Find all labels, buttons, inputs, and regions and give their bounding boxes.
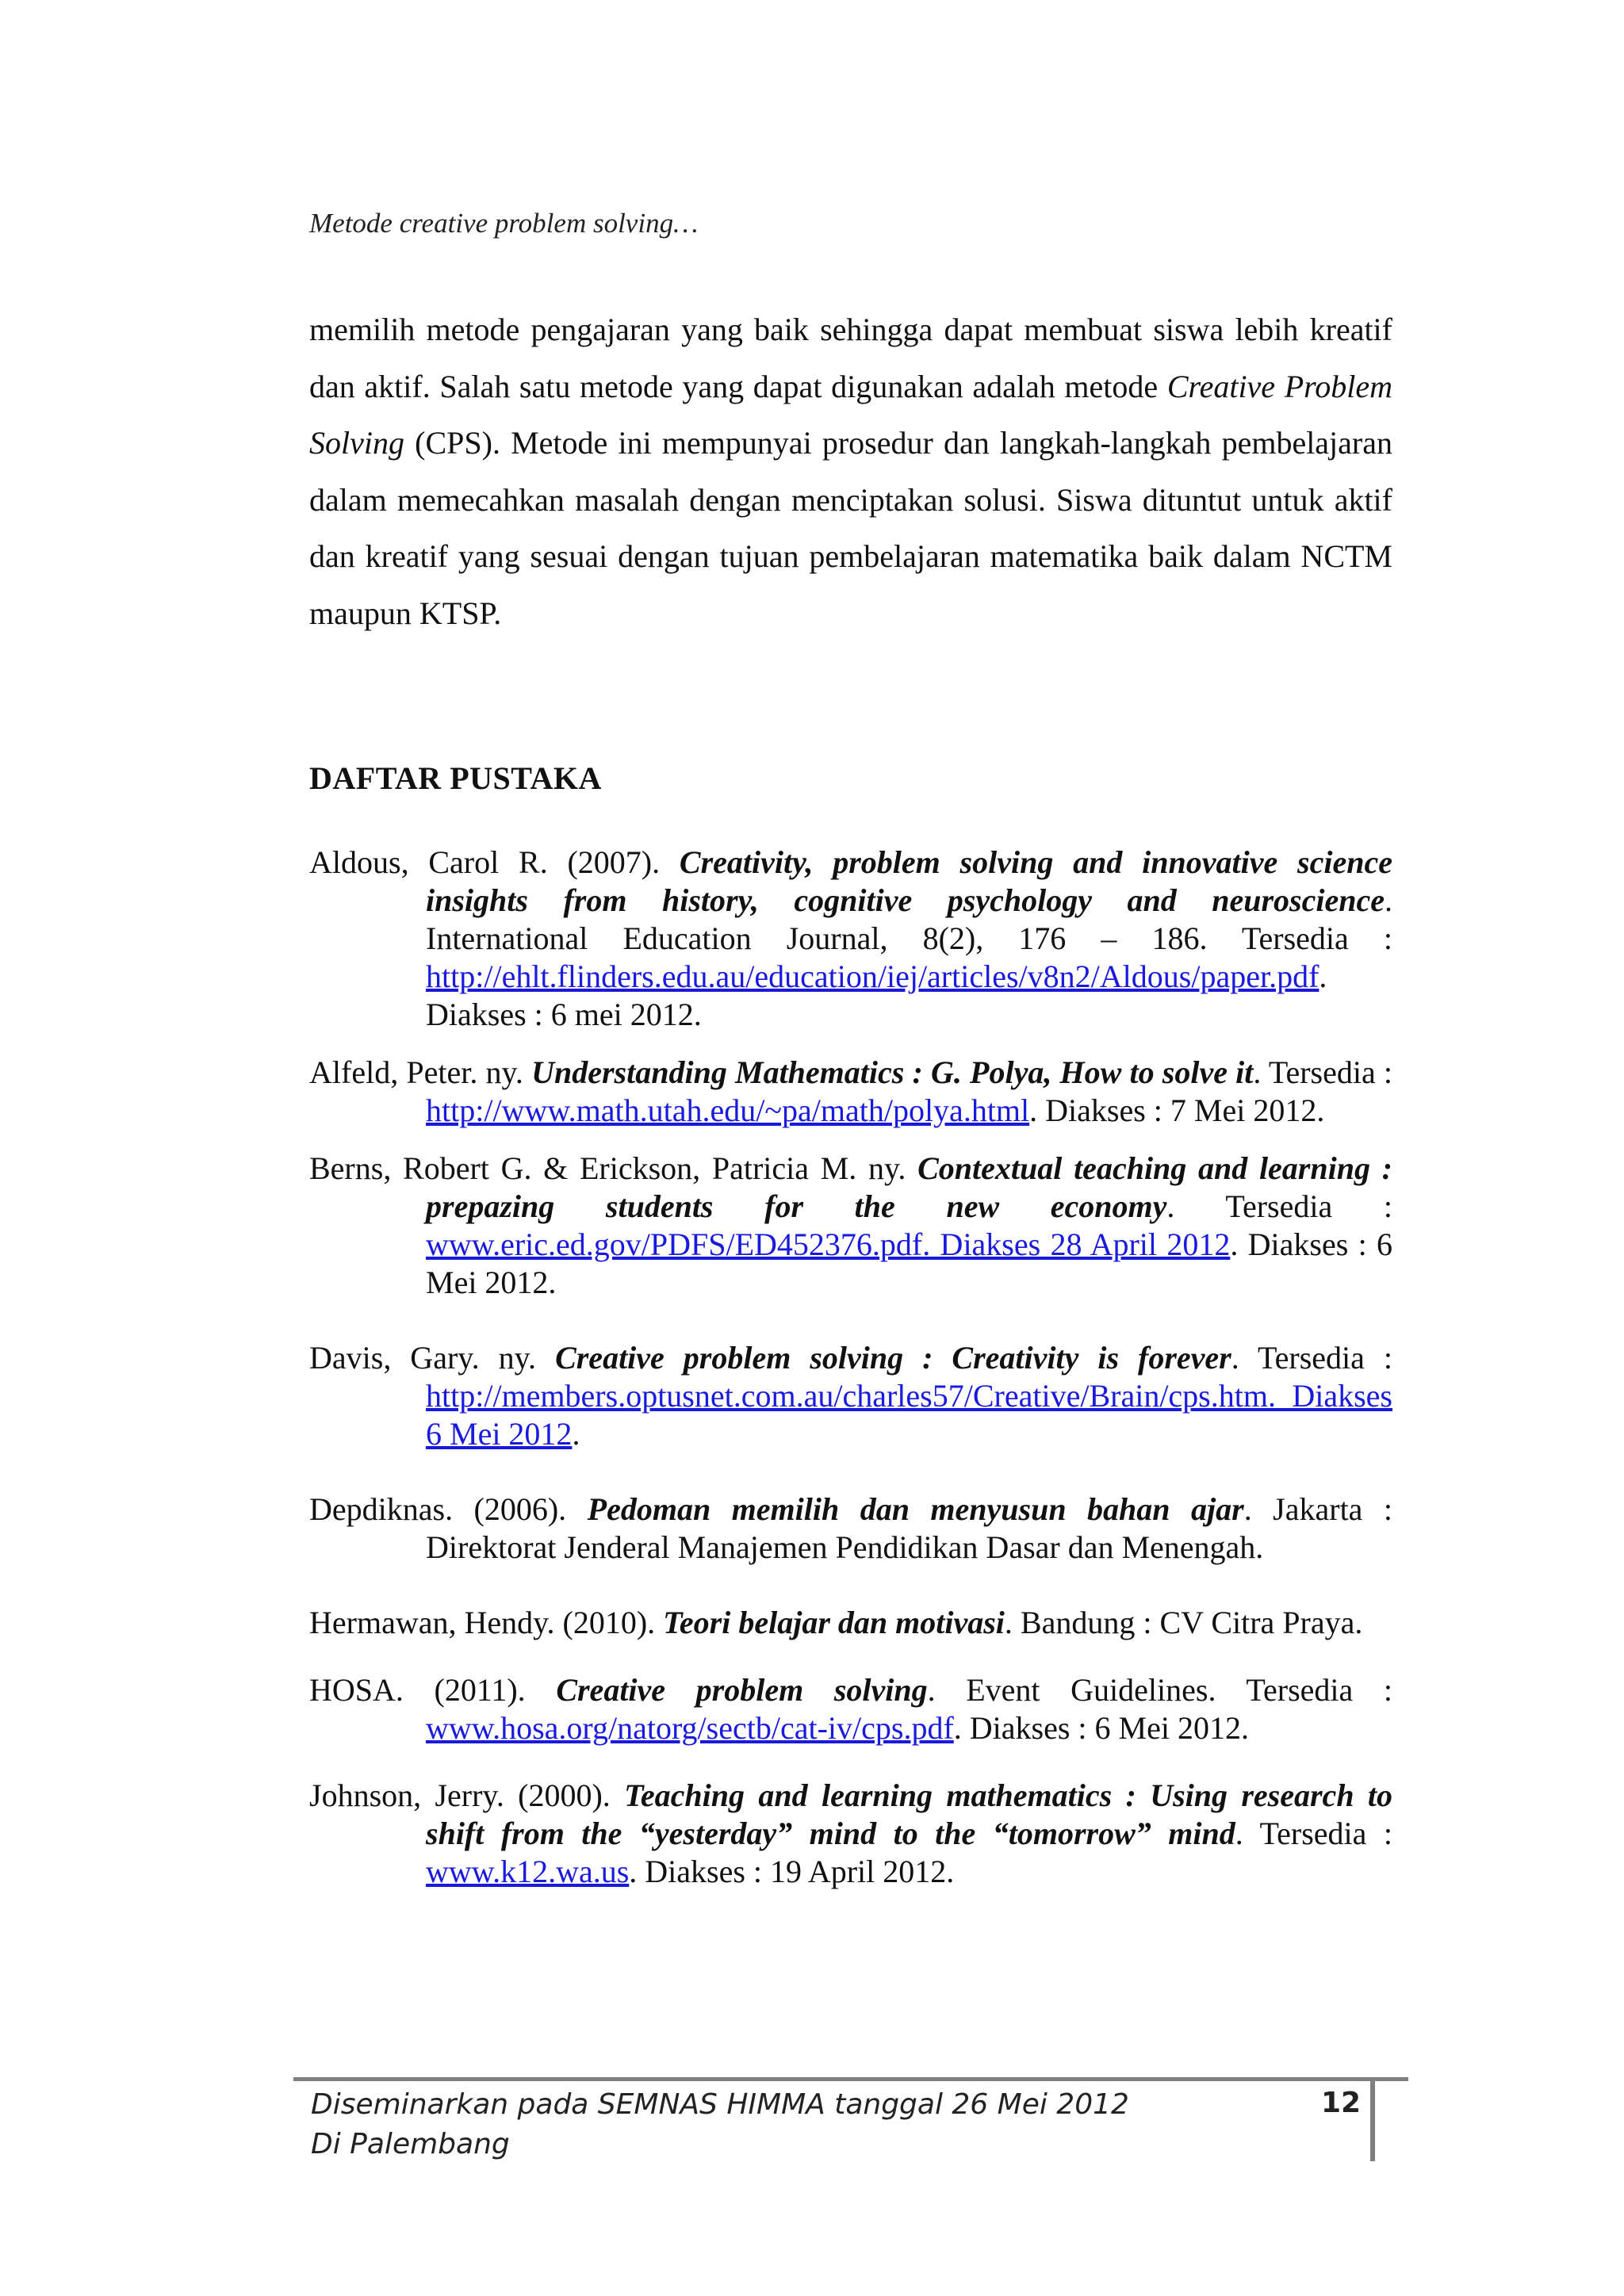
ref-link[interactable]: www.hosa.org/natorg/sectb/cat-iv/cps.pdf [426, 1710, 954, 1746]
page-number: 12 [1321, 2087, 1362, 2119]
ref-author: Davis, Gary. ny. [309, 1340, 556, 1376]
ref-detail: . International Education Journal, 8(2), 176 – 186. Tersedia : [426, 882, 1392, 956]
footer-vertical-bar [1370, 2077, 1375, 2161]
ref-title: Creative problem solving : Creativity is forever [555, 1340, 1231, 1376]
ref-author: Alfeld, Peter. ny. [309, 1054, 532, 1090]
reference-item [309, 1490, 1392, 1567]
reference-item [309, 1671, 1392, 1747]
intro-paragraph [309, 301, 1392, 641]
reference-item [309, 1150, 1392, 1302]
ref-link[interactable]: www.eric.ed.gov/PDFS/ED452376.pdf. Diakses 28 April 2012 [426, 1226, 1231, 1262]
ref-detail: . Tersedia : [1235, 1816, 1392, 1851]
ref-access: . [572, 1416, 580, 1452]
ref-author: Johnson, Jerry. (2000). [309, 1777, 625, 1813]
intro-text-1: memilih metode pengajaran yang baik sehingga dapat membuat siswa lebih kreatif dan aktif. Salah satu metode yang dapat digunakan adalah metode [309, 312, 1392, 404]
ref-title: Contextual teaching and learning : prepazing students for the new economy [426, 1150, 1392, 1224]
footer-rule [293, 2077, 1408, 2081]
ref-link[interactable]: http://ehlt.flinders.edu.au/education/iej/articles/v8n2/Aldous/paper.pdf [426, 959, 1320, 994]
ref-author: Aldous, Carol R. (2007). [309, 844, 680, 880]
ref-author: HOSA. (2011). [309, 1672, 557, 1708]
reference-item [309, 1777, 1392, 1891]
running-header: Metode creative problem solving… [309, 208, 699, 239]
ref-title: Creative problem solving [556, 1672, 928, 1708]
ref-author: Berns, Robert G. & Erickson, Patricia M. ny. [309, 1150, 918, 1186]
ref-title: Teori belajar dan motivasi [663, 1605, 1005, 1640]
ref-access: . Diakses : 6 Mei 2012. [953, 1710, 1249, 1746]
ref-access: . Diakses : 7 Mei 2012. [1029, 1093, 1325, 1128]
ref-access: . Diakses : 6 mei 2012. [426, 959, 1327, 1032]
ref-detail: . Bandung : CV Citra Praya. [1004, 1605, 1363, 1640]
reference-item [309, 844, 1392, 1034]
ref-detail: . Tersedia : [1253, 1054, 1393, 1090]
intro-text-2: (CPS). Metode ini mempunyai prosedur dan langkah-langkah pembelajaran dalam memecahkan masalah dengan menciptakan solusi. Siswa dituntut untuk aktif dan kreatif yang sesuai dengan tujuan pembelajaran matematika baik dalam NCTM maupun KTSP. [309, 425, 1392, 631]
reference-item [309, 1054, 1392, 1130]
ref-title: Pedoman memilih dan menyusun bahan ajar [587, 1491, 1244, 1527]
ref-detail: . Tersedia : [1231, 1340, 1393, 1376]
ref-author: Depdiknas. (2006). [309, 1491, 588, 1527]
footer-location: Di Palembang [311, 2128, 510, 2160]
footer-seminar-note: Diseminarkan pada SEMNAS HIMMA tanggal 26 Mei 2012 [311, 2088, 1129, 2121]
ref-author: Hermawan, Hendy. (2010). [309, 1605, 664, 1640]
ref-detail: . Event Guidelines. Tersedia : [927, 1672, 1392, 1708]
reference-item [309, 1604, 1392, 1642]
reference-item [309, 1339, 1392, 1453]
ref-detail: . Tersedia : [1166, 1188, 1392, 1224]
ref-detail: . Jakarta : Direktorat Jenderal Manajemen Pendidikan Dasar dan Menengah. [426, 1491, 1393, 1565]
intro-emphasis: Creative Problem Solving [309, 368, 1392, 461]
ref-title: Teaching and learning mathematics : Using research to shift from the “yesterday” mind to the “tomorrow” mind [426, 1777, 1393, 1851]
ref-title: Understanding Mathematics : G. Polya, How to solve it [531, 1054, 1254, 1090]
ref-link[interactable]: http://www.math.utah.edu/~pa/math/polya.html [426, 1093, 1030, 1128]
references-heading: DAFTAR PUSTAKA [309, 760, 602, 796]
ref-link[interactable]: http://members.optusnet.com.au/charles57/Creative/Brain/cps.htm. Diakses 6 Mei 2012 [426, 1378, 1392, 1452]
ref-title: Creativity, problem solving and innovative science insights from history, cognitive psychology and neuroscience [426, 844, 1392, 918]
ref-access: . Diakses : 6 Mei 2012. [426, 1226, 1392, 1300]
ref-link[interactable]: www.k12.wa.us [426, 1854, 630, 1889]
reference-list [309, 844, 1392, 1891]
ref-access: . Diakses : 19 April 2012. [629, 1854, 955, 1889]
